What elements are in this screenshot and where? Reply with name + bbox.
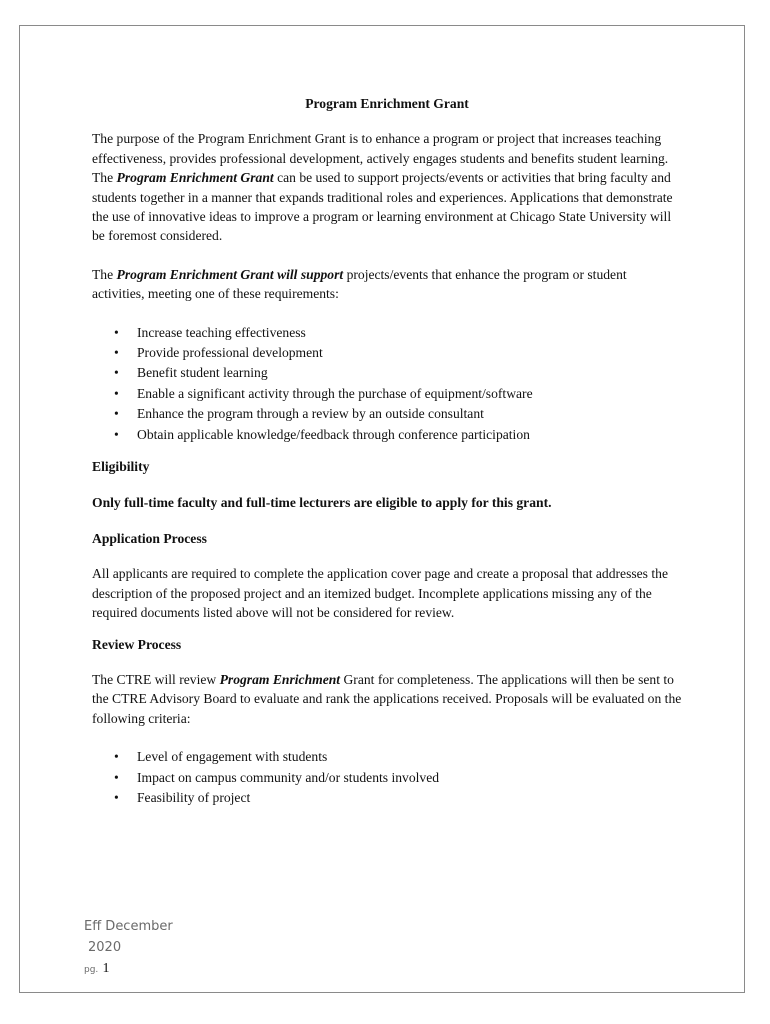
- application-text: All applicants are required to complete the application cover page and create a proposal that addresses the description of the proposed project and an itemized budget. Incomplete applications missing any of the required documents listed above will not be considered for review.: [92, 566, 668, 621]
- review-text-1: The CTRE will review: [92, 671, 220, 687]
- list-item-text: Obtain applicable knowledge/feedback through conference participation: [137, 426, 530, 442]
- intro-emphasis: Program Enrichment Grant: [116, 170, 274, 186]
- effective-date-line1: Eff December: [84, 919, 173, 934]
- list-item: [92, 343, 682, 363]
- bullet-icon: •: [114, 365, 119, 381]
- requirements-list: [92, 323, 682, 445]
- page-number: [84, 958, 173, 981]
- intro-paragraph: [92, 129, 682, 245]
- bullet-icon: •: [114, 789, 119, 805]
- eligibility-text: Only full-time faculty and full-time lecturers are eligible to apply for this grant.: [92, 494, 552, 510]
- list-item-text: Feasibility of project: [137, 789, 251, 805]
- list-item: [92, 425, 682, 445]
- bullet-icon: •: [114, 345, 119, 361]
- bullet-icon: •: [114, 749, 119, 765]
- list-item: [92, 788, 682, 808]
- list-item-text: Level of engagement with students: [137, 749, 328, 765]
- bullet-icon: •: [114, 406, 119, 422]
- review-emphasis: Program Enrichment: [219, 671, 341, 687]
- eligibility-heading: Eligibility: [92, 459, 150, 475]
- application-heading: Application Process: [92, 530, 207, 546]
- document-page: [19, 25, 745, 993]
- list-item: [92, 747, 682, 767]
- support-text-2: projects/events that enhance the program or student activities, meeting one of these requirements:: [92, 266, 627, 302]
- list-item-text: Impact on campus community and/or students involved: [137, 769, 440, 785]
- list-item: [92, 768, 682, 788]
- list-item-text: Benefit student learning: [137, 365, 268, 381]
- support-paragraph: [92, 265, 682, 304]
- document-body: [92, 94, 682, 820]
- bullet-icon: •: [114, 426, 119, 442]
- list-item: [92, 404, 682, 424]
- list-item: [92, 323, 682, 343]
- list-item-text: Increase teaching effectiveness: [137, 324, 306, 340]
- page-number-value: 1: [102, 961, 110, 976]
- list-item-text: Enable a significant activity through the purchase of equipment/software: [137, 385, 533, 401]
- bullet-icon: •: [114, 769, 119, 785]
- page-label: pg.: [84, 965, 99, 975]
- review-heading: Review Process: [92, 636, 182, 652]
- list-item-text: Provide professional development: [137, 345, 323, 361]
- criteria-list: [92, 747, 682, 808]
- intro-text-1: The purpose of the Program Enrichment Grant is to enhance a program or project that increases teaching effectiveness, provides professional development, actively engages students and benefits student learning. The: [92, 131, 669, 186]
- review-paragraph: [92, 670, 682, 728]
- page-footer: [84, 916, 173, 981]
- support-emphasis: Program Enrichment Grant will support: [116, 266, 344, 282]
- intro-text-2: can be used to support projects/events or activities that bring faculty and students together in a manner that expands traditional roles and experiences. Applications that demonstrate the use of innovative ideas to improve a program or learning environment at Chicago State University will be foremost considered.: [92, 170, 673, 244]
- list-item: [92, 363, 682, 383]
- review-text-2: Grant for completeness. The applications will then be sent to the CTRE Advisory Board to evaluate and rank the applications received. Proposals will be evaluated on the following criteria:: [92, 671, 682, 726]
- document-title: Program Enrichment Grant: [305, 96, 469, 111]
- bullet-icon: •: [114, 324, 119, 340]
- support-text-1: The: [92, 266, 117, 282]
- list-item-text: Enhance the program through a review by an outside consultant: [137, 406, 484, 422]
- bullet-icon: •: [114, 385, 119, 401]
- list-item: [92, 384, 682, 404]
- effective-date-line2: 2020: [88, 940, 122, 955]
